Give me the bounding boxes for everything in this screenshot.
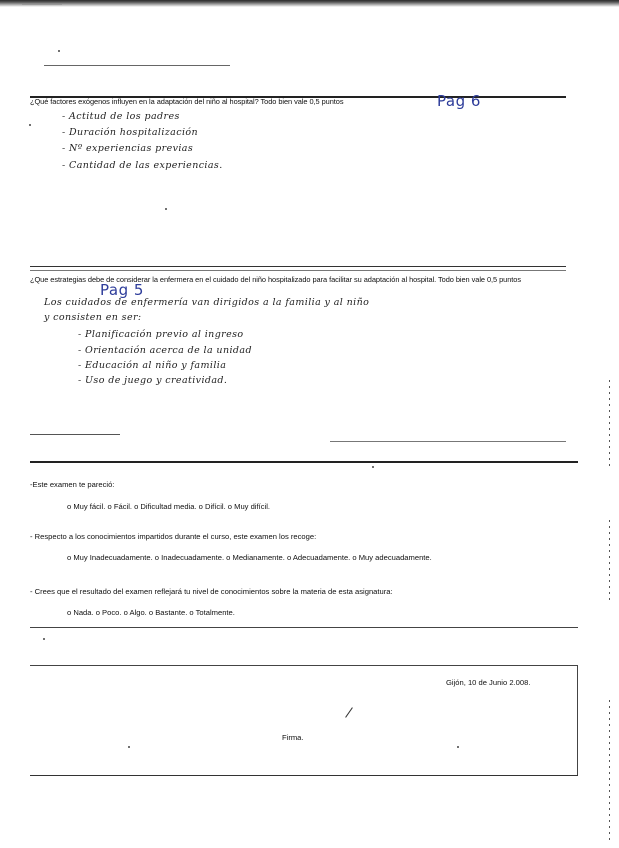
exam-date: Gijón, 10 de Junio 2.008. [446,678,531,687]
question-2-answer-line: - Orientación acerca de la unidad [78,345,252,356]
question-1-answer-line: - Cantidad de las experiencias. [62,160,223,171]
scan-margin-marks [609,380,610,470]
question-1-answer-line: - Duración hospitalización [62,127,199,138]
top-rule-short [22,4,62,5]
survey-question-3: - Crees que el resultado del examen reflejará tu nivel de conocimientos sobre la materia de esta asignatura: [30,587,393,596]
scan-margin-marks [609,700,610,840]
survey-question-1: -Este examen te pareció: [30,480,115,489]
question-2-top-rule [30,266,566,267]
question-2-answer-line: - Planificación previo al ingreso [78,329,244,340]
section-rule [330,441,566,442]
question-2-answer-line: - Uso de juego y creatividad. [78,375,228,386]
scan-speck [457,746,459,748]
scan-speck [372,466,374,468]
section-rule [30,434,120,435]
scan-speck [43,638,45,640]
survey-bottom-rule [30,627,578,628]
signature-stroke [345,707,353,717]
question-2-page-note: Pag 5 [100,281,144,299]
question-2-answer-line: Los cuidados de enfermería van dirigidos a la familia y al niño [44,297,370,308]
signature-label: Firma. [282,733,304,742]
question-2-answer-line: y consisten en ser: [44,312,142,323]
question-1-page-note: Pag 6 [437,92,481,110]
top-rule [44,65,230,66]
question-2-top-rule-2 [30,270,566,271]
survey-options-1: o Muy fácil. o Fácil. o Dificultad media. o Difícil. o Muy difícil. [67,502,270,511]
question-2-answer-line: - Educación al niño y familia [78,360,227,371]
scan-speck [128,746,130,748]
survey-top-rule [30,461,578,463]
scan-speck [29,124,31,126]
footer-top-rule [30,665,578,666]
footer-right-border [577,665,578,775]
scan-speck [165,208,167,210]
survey-question-2: - Respecto a los conocimientos impartidos durante el curso, este examen los recoge: [30,532,317,541]
question-2-text: ¿Que estrategias debe de considerar la enfermera en el cuidado del niño hospitalizado para facilitar su adaptación al hospital. Todo bien vale 0,5 puntos [30,275,521,284]
question-1-text: ¿Qué factores exógenos influyen en la adaptación del niño al hospital? Todo bien vale 0,5 puntos [30,97,344,106]
footer-bottom-rule [30,775,578,776]
question-1-answer-line: - Actitud de los padres [62,111,180,122]
scan-margin-marks [609,520,610,600]
survey-options-2: o Muy Inadecuadamente. o Inadecuadamente. o Medianamente. o Adecuadamente. o Muy adecuadamente. [67,553,432,562]
question-1-answer-line: - Nº experiencias previas [62,143,194,154]
scan-speck [58,50,60,52]
scan-edge [0,0,619,7]
survey-options-3: o Nada. o Poco. o Algo. o Bastante. o Totalmente. [67,608,235,617]
